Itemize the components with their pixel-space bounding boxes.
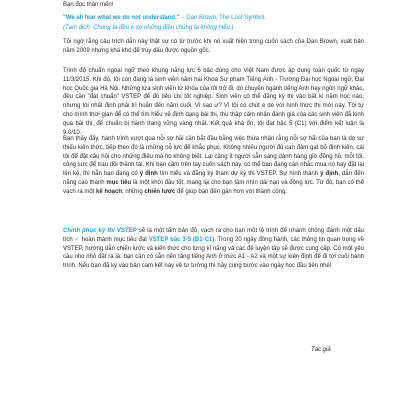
book-title: Chinh phục kỳ thi VSTEP [63, 228, 137, 234]
paragraph-2: Trình độ chuẩn ngoại ngữ theo khung năng lực 6 bậc dùng cho Việt Nam được áp dụng toàn quốc từ ngày 11/3/2015. Khi đó, tôi còn đang là sinh viên năm hai Khoa Sư phạm Tiếng Anh - Trường Đại học Ngoại ngữ, Đại học Quốc gia Hà Nội. Những lứa sinh viên từ khóa của tôi trở đi, dù chuyên ngành tiếng Anh hay ngôn ngữ khác, đều cần "đạt chuẩn" VSTEP để đủ tiêu chí tốt nghiệp. Sinh viên có thể đăng ký thi vào bất kì năm học nào, nhưng tôi nhất định phải trì hoãn đến năm cuối. Vì sao ư? Vì tôi có chút e dè với hình thức thi mới này. Tôi tự cho mình thời gian để có thể tìm hiểu về định dạng bài thi, thu thập cảm nhận đánh giá của các sinh viên đã kinh qua bài thi, để chuẩn bị hành trang vững vàng nhất. Kết quả khá ổn, tôi đạt bậc 5 (C1) với điểm kết luận là 9.0/10. [63, 68, 364, 136]
p3-bold-intention-1: ý định [139, 171, 158, 178]
p4-text-2: hoàn thành mục tiêu đạt [79, 236, 149, 243]
p3-text-5: , những [122, 188, 145, 195]
p3-text-6: để giúp bạn đến gần hơn với thành công. [175, 188, 287, 195]
greeting: Bạn đọc thân mến! [63, 2, 114, 8]
paragraph-4 [63, 227, 364, 271]
checkmark-icon: ✓ [74, 236, 80, 243]
p3-bold-intention-2: ý định [320, 171, 339, 178]
epigraph [63, 14, 364, 22]
p3-text-2: tìm hiểu và đăng ký tham dự kỳ thi VSTEP. Sự hình thành [157, 171, 321, 178]
p3-text-1: Bạn thấy đấy, hành trình vượt qua nỗi sợ hãi cần bắt đầu bằng việc thừa nhận rằng nỗi sợ hãi của bạn là do sự thiếu kiến thức, tiếp theo đó là những nỗ lực để khắc phục. Không nhiều người đủ can đảm gạt bỏ định kiến, cái tôi để đặt câu hỏi cho những điều mà họ không biết. Lại càng ít người sẵn sàng dành hàng giờ đồng hồ, mỗi tối, công sức để trau dồi thành tài. Khi bạn cầm trên tay cuốn sách này, có thể bạn đang cần nhắc mua nó hay đặt lại lên kệ, thì hẳn bạn đang có [63, 136, 364, 178]
quote-translation: (Tạm dịch: Chúng ta đều e sợ những điều chúng ta không hiểu.) [63, 25, 234, 31]
paragraph-3 [63, 135, 364, 197]
target-level: VSTEP bậc 3-5 (B1-C1) [148, 236, 215, 243]
paragraph-1: Tôi ngờ rằng câu trích dẫn này thật sự có từ trước khi nó xuất hiện trong cuốn sách của Dan Brown, xuất bản năm 2009 nhưng khá khó để truy dấu được nguồn gốc. [63, 39, 364, 54]
author-signature: Tác giả [311, 347, 331, 353]
quote-text: "We all fear what we do not understand." [63, 15, 180, 21]
p3-text-4: là một khởi đầu tốt, mang lại cho bạn tầm nhìn dài hạn và động lực. Từ đó, bạn có thể vạch ra một [63, 179, 364, 195]
p4-text-1: sẽ là một tấm bản đồ, vạch ra cho bạn một lộ trình để nhanh chóng đánh một dấu tích [63, 228, 364, 243]
p3-bold-strategy: chiến lược [144, 188, 176, 195]
p4-text-3: . Trong 20 ngày đồng hành, các thông tin quan trọng về VSTEP, hướng dẫn chiến lược và kiến thức cho từng kĩ năng và các đề luyện tập sẽ được cung cấp. Có một yêu cầu nho nhỏ đặt ra là: bạn cần có sẵn nền tảng tiếng Anh ở mức A1 - A2 và một sự kiên định để đi tới cuối hành trình. Nếu bạn đã ký vào bản cam kết này về tư tưởng thì hãy cùng bước vào ngày học đầu tiên nhé! [63, 236, 364, 270]
quote-author: – Dan Brown, The Lost Symbol. [181, 15, 266, 21]
p3-bold-goal: mục tiêu [106, 179, 132, 186]
p3-bold-plan: kế hoạch [96, 188, 123, 195]
p3-text-3: , dẫn đến năng cao thành [63, 171, 365, 186]
